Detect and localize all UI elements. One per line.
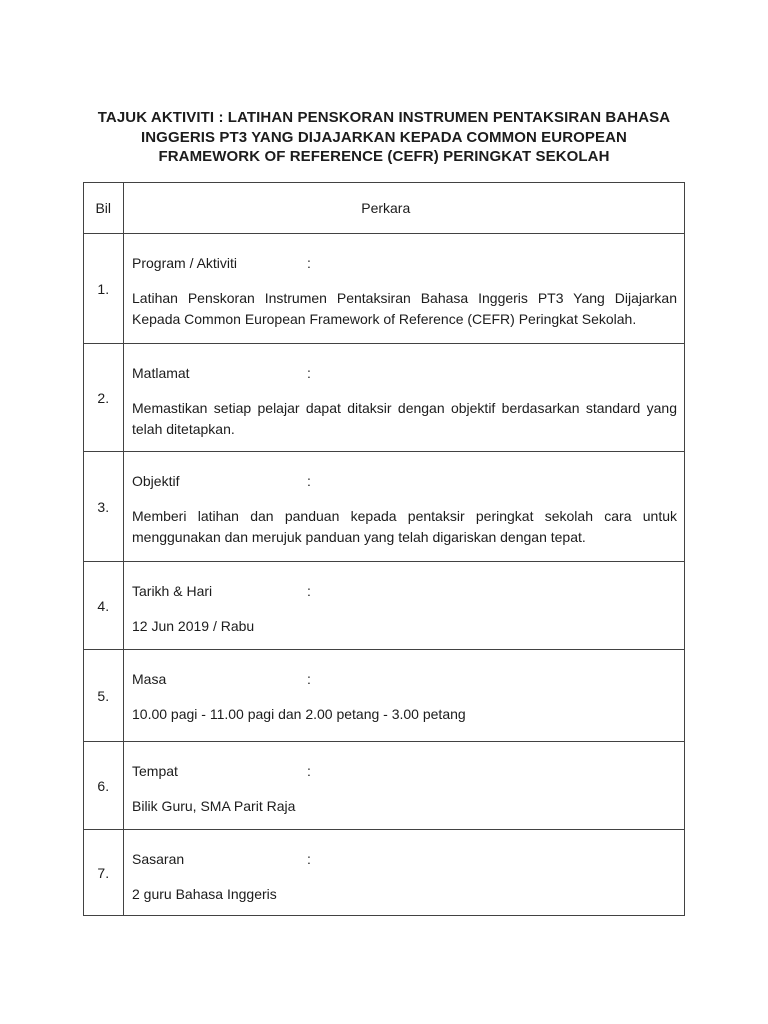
row-content — [124, 562, 685, 649]
colon-separator: : — [307, 763, 311, 779]
row-content — [124, 344, 685, 451]
row-number: 6. — [84, 742, 124, 829]
field-label-line — [132, 365, 677, 381]
table-row-tarikh — [84, 562, 684, 650]
column-header-perkara: Perkara — [361, 200, 411, 216]
row-number: 1. — [84, 234, 124, 343]
activity-details-table — [83, 182, 685, 916]
field-value: 12 Jun 2019 / Rabu — [132, 618, 255, 634]
table-row-matlamat — [84, 344, 684, 452]
row-content — [124, 830, 685, 915]
field-value: Memberi latihan dan panduan kepada pentaksir peringkat sekolah cara untuk menggunakan dan merujuk panduan yang telah digariskan dengan tepat. — [132, 508, 677, 545]
document-title-line: INGGERIS PT3 YANG DIJAJARKAN KEPADA COMMON EUROPEAN — [140, 128, 627, 146]
field-label-line — [132, 473, 677, 489]
field-value: 2 guru Bahasa Inggeris — [132, 886, 277, 902]
document-title-line: TAJUK AKTIVITI : LATIHAN PENSKORAN INSTRUMEN PENTAKSIRAN BAHASA — [97, 109, 671, 126]
row-number: 4. — [84, 562, 124, 649]
colon-separator: : — [307, 583, 311, 599]
field-value: Latihan Penskoran Instrumen Pentaksiran Bahasa Inggeris PT3 Yang Dijajarkan Kepada Common European Framework of Reference (CEFR) Peringkat Sekolah. — [132, 290, 677, 327]
colon-separator: : — [307, 671, 311, 687]
colon-separator: : — [307, 255, 311, 271]
field-label-line — [132, 671, 677, 687]
table-row-tempat — [84, 742, 684, 830]
field-label: Tempat — [132, 763, 178, 779]
field-value: 10.00 pagi - 11.00 pagi dan 2.00 petang - 3.00 petang — [132, 706, 466, 722]
table-row-masa — [84, 650, 684, 742]
field-label-line — [132, 851, 677, 867]
field-label-line — [132, 583, 677, 599]
field-value: Bilik Guru, SMA Parit Raja — [132, 798, 296, 814]
field-label: Tarikh & Hari — [132, 583, 213, 599]
column-header-bil: Bil — [84, 183, 124, 233]
field-label-line — [132, 763, 677, 779]
field-label: Program / Aktiviti — [132, 255, 238, 271]
field-label: Objektif — [132, 473, 180, 489]
row-number: 5. — [84, 650, 124, 741]
row-number: 3. — [84, 452, 124, 561]
row-content — [124, 650, 685, 741]
row-content — [124, 742, 685, 829]
row-content — [124, 234, 685, 343]
row-number: 2. — [84, 344, 124, 451]
field-label: Matlamat — [132, 365, 190, 381]
table-row-sasaran — [84, 830, 684, 915]
field-label: Sasaran — [132, 851, 185, 867]
document-title-line: FRAMEWORK OF REFERENCE (CEFR) PERINGKAT SEKOLAH — [158, 148, 610, 165]
row-number: 7. — [84, 830, 124, 915]
colon-separator: : — [307, 473, 311, 489]
field-label: Masa — [132, 671, 167, 687]
field-value: Memastikan setiap pelajar dapat ditaksir dengan objektif berdasarkan standard yang telah ditetapkan. — [132, 400, 677, 437]
document-title — [0, 108, 768, 167]
colon-separator: : — [307, 365, 311, 381]
table-row-program — [84, 234, 684, 344]
table-row-objektif — [84, 452, 684, 562]
row-content — [124, 452, 685, 561]
field-label-line — [132, 255, 677, 271]
colon-separator: : — [307, 851, 311, 867]
table-header-row — [84, 183, 684, 234]
